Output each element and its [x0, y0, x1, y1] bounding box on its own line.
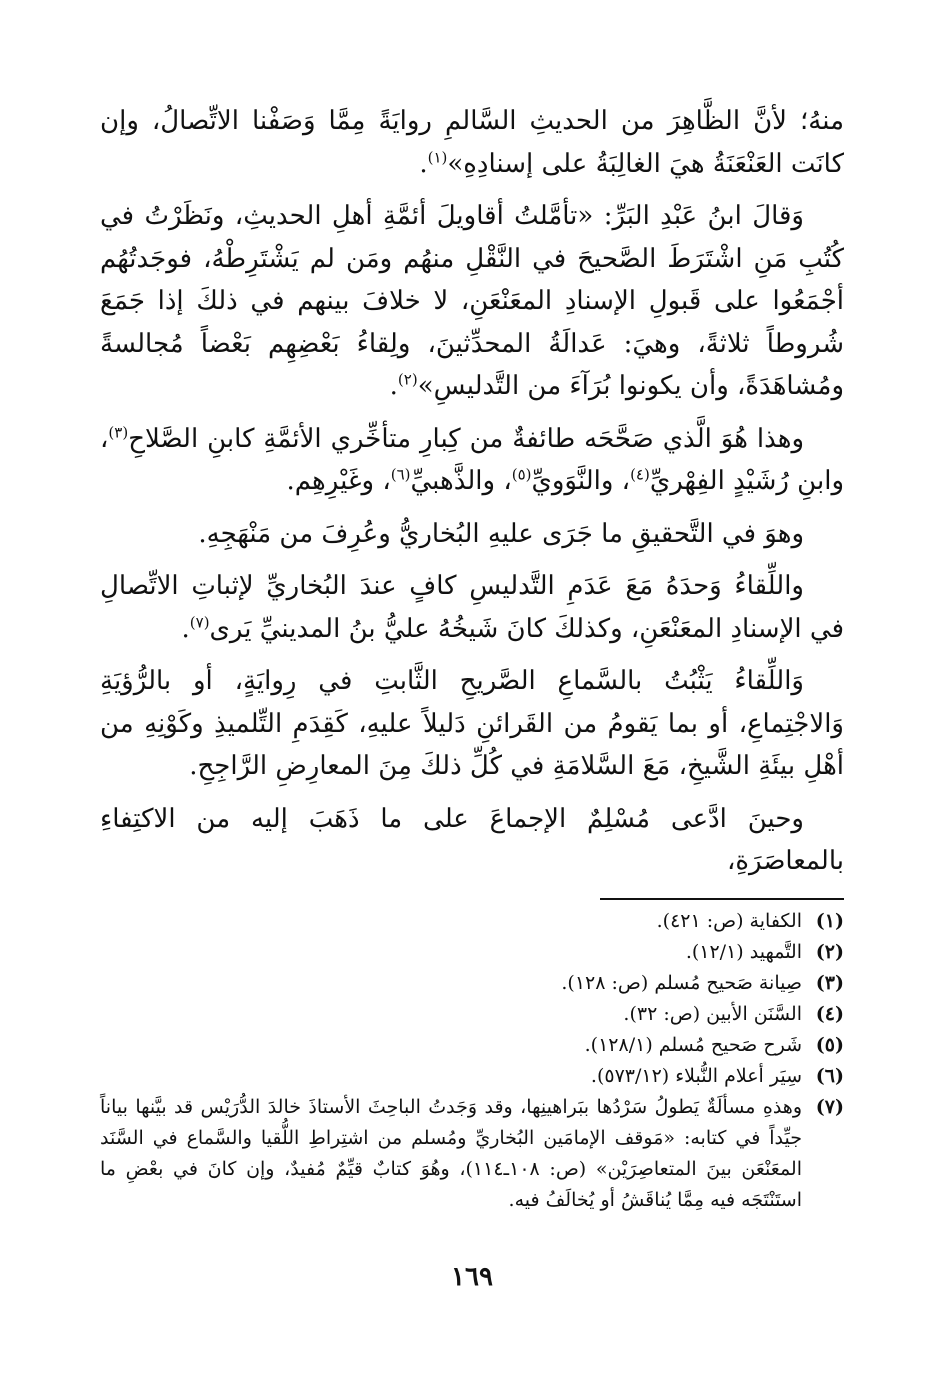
- footnote-number: (٢): [815, 941, 844, 963]
- footnote-item: [100, 937, 844, 968]
- paragraph-3-part-c: ، والذَّهبيِّ: [410, 466, 512, 496]
- paragraph-2-text: وَقالَ ابنُ عَبْدِ البَرِّ: «تأمَّلتُ أقاويلَ أئمَّةِ أهلِ الحديثِ، ونَظَرْتُ في كُتُبِ مَنِ اشْتَرَطَ الصَّحيحَ في النَّقْلِ منهُم ومَن لم يَشْتَرِطْهُ، فوجَدتُهُم أجْمَعُوا على قَبولِ الإسنادِ المعَنْعَنِ، لا خلافَ بينهم في ذلكَ إذا جَمَعَ شُروطاً ثلاثةً، وهيَ: عَدالَةُ المحدِّثينَ، ولِقاءُ بَعْضِهِم بَعْضاً مُجالسةً ومُشاهَدَةً، وأن يكونوا بُرَآءَ من التَّدليسِ»: [100, 201, 844, 401]
- paragraph-7-text: وحينَ ادَّعى مُسْلِمٌ الإجماعَ على ما ذَهَبَ إليه من الاكتِفاءِ بالمعاصَرَةِ،: [100, 803, 844, 876]
- footnote-text: التَّمهيد (١٢/١).: [685, 941, 802, 963]
- footnote-item: [100, 968, 844, 999]
- footnote-item: [100, 1061, 844, 1092]
- footnote-ref-6[interactable]: (٦): [390, 465, 411, 484]
- footnotes: [100, 906, 844, 1216]
- paragraph-4: [100, 513, 844, 556]
- footnote-number: (٧): [815, 1096, 844, 1118]
- footnote-number: (١): [815, 910, 844, 932]
- footnote-ref-4[interactable]: (٤): [630, 465, 650, 484]
- footnote-item: [100, 1030, 844, 1061]
- footnote-text: سِيَر أعلام النُّبلاء (٥٧٣/١٢).: [590, 1065, 802, 1087]
- footnote-text: صِيانة صَحيح مُسلم (ص: ١٢٨).: [561, 972, 802, 994]
- footnote-text: السَّنَن الأبين (ص: ٣٢).: [623, 1003, 802, 1025]
- paragraph-6-text: وَاللِّقاءُ يَثْبُتُ بالسَّماعِ الصَّريحِ الثَّابتِ في رِوايَةٍ، أو بالرُّؤيَةِ وَالاجْتِماعِ، أو بما يَقومُ من القَرائنِ دَليلاً عليهِ، كَقِدَمِ التِّلميذِ وكَوْنِهِ من أهْلِ بيئَةِ الشَّيخِ، مَعَ السَّلامَةِ في كُلِّ ذلكَ مِنَ المعارِضِ الرَّاجِحِ.: [100, 666, 844, 781]
- footnote-text: وهذهِ مسألَةٌ يَطولُ سَرْدُها ببَراهينِها، وقد وَجَدتُ الباحِثَ الأستاذَ خالدَ الدُّرَيْس قد بيَّنها بياناً جيِّداً في كتابه: «مَوقف الإمامَين البُخاريِّ ومُسلم من اشتِراطِ اللُّقيا والسَّماع في السَّنَد المعَنْعَن بينَ المتعاصِرَيْن» (ص: ١٠٨ـ١١٤)، وهُوَ كتابٌ قيِّمٌ مُفيدٌ، وإن كانَ في بعْضِ ما استَنْتَجَه فيه مِمَّا يُناقَشُ أو يُخالَفُ فيه.: [100, 1096, 803, 1211]
- paragraph-3-text: وهذا هُوَ الَّذي صَحَّحَه طائفةٌ من كِبارِ متأخِّري الأئمَّةِ كابنِ الصَّلاحِ: [128, 423, 804, 454]
- footnote-number: (٥): [815, 1034, 844, 1056]
- paragraph-3-part-a: ، وابنِ رُشَيْدٍ الفِهْريِّ: [100, 423, 844, 496]
- paragraph-6: [100, 660, 844, 788]
- paragraph-7: [100, 798, 844, 883]
- footnote-ref-3[interactable]: (٣): [108, 422, 129, 441]
- footnote-item: [100, 906, 844, 937]
- paragraph-4-text: وهوَ في التَّحقيقِ ما جَرَى عليهِ البُخاريُّ وعُرِفَ من مَنْهَجِهِ.: [198, 518, 804, 549]
- paragraph-5-text: واللِّقاءُ وَحدَهُ مَعَ عَدَمِ التَّدليسِ كافٍ عندَ البُخاريِّ لإثباتِ الاتِّصالِ في الإسنادِ المعَنْعَنِ، وكذلكَ كانَ شَيخُهُ عليُّ بنُ المدينيِّ يَرى: [100, 571, 844, 644]
- paragraph-5: واللِّقاءُ وَحدَهُ مَعَ عَدَمِ التَّدليسِ كافٍ عندَ البُخاريِّ لإثباتِ الاتِّصالِ في الإسنادِ المعَنْعَنِ، وكذلكَ كانَ شَيخُهُ عليُّ بنُ المدينيِّ يَرى$^{(٧)}$.: [100, 571, 844, 644]
- main-text: [100, 100, 844, 893]
- paragraph-1-text: منهُ؛ لأنَّ الظَّاهِرَ من الحديثِ السَّالمِ روايَةً مِمَّا وَصَفْنا الاتِّصالُ، وإن كانَت العَنْعَنَةُ هيَ الغالِبَةُ على إسنادِهِ»: [100, 106, 844, 179]
- footnote-divider: [600, 898, 844, 900]
- footnote-item: [100, 999, 844, 1030]
- footnote-ref-7[interactable]: (٧): [189, 612, 210, 631]
- footnote-number: (٣): [815, 972, 844, 994]
- footnote-ref-2[interactable]: (٢): [397, 370, 418, 389]
- paragraph-3: [100, 418, 844, 503]
- page-number: ١٦٩: [451, 1262, 493, 1292]
- footnote-ref-5[interactable]: (٥): [511, 465, 532, 484]
- paragraph-3-part-b: ، والنَّوَويِّ: [531, 466, 631, 496]
- paragraph-2: وَقالَ ابنُ عَبْدِ البَرِّ: «تأمَّلتُ أقاويلَ أئمَّةِ أهلِ الحديثِ، ونَظَرْتُ في كُتُبِ مَنِ اشْتَرَطَ الصَّحيحَ في النَّقْلِ منهُم ومَن لم يَشْتَرِطْهُ، فوجَدتُهُم أجْمَعُوا على قَبولِ الإسنادِ المعَنْعَنِ، لا خلافَ بينهم في ذلكَ إذا جَمَعَ شُروطاً ثلاثةً، وهيَ: عَدالَةُ المحدِّثينَ، ولِقاءُ بَعْضِهِم بَعْضاً مُجالسةً ومُشاهَدَةً، وأن يكونوا بُرَآءَ من التَّدليسِ»$^{(٢)}$.: [100, 201, 844, 401]
- footnote-text: الكفاية (ص: ٤٢١).: [656, 910, 802, 932]
- footnote-text: شَرح صَحيح مُسلم (١٢٨/١).: [584, 1034, 802, 1056]
- footnote-ref-1[interactable]: (١): [427, 147, 448, 166]
- footnote-number: (٤): [815, 1003, 844, 1025]
- footnote-number: (٦): [815, 1065, 844, 1087]
- footnote-item: [100, 1092, 844, 1216]
- paragraph-3-part-d: ، وغَيْرِهِم.: [286, 466, 391, 496]
- paragraph-1: منهُ؛ لأنَّ الظَّاهِرَ من الحديثِ السَّالمِ روايَةً مِمَّا وَصَفْنا الاتِّصالُ، وإن كانَت العَنْعَنَةُ هيَ الغالِبَةُ على إسنادِهِ»$^{(١)}$.: [100, 106, 844, 179]
